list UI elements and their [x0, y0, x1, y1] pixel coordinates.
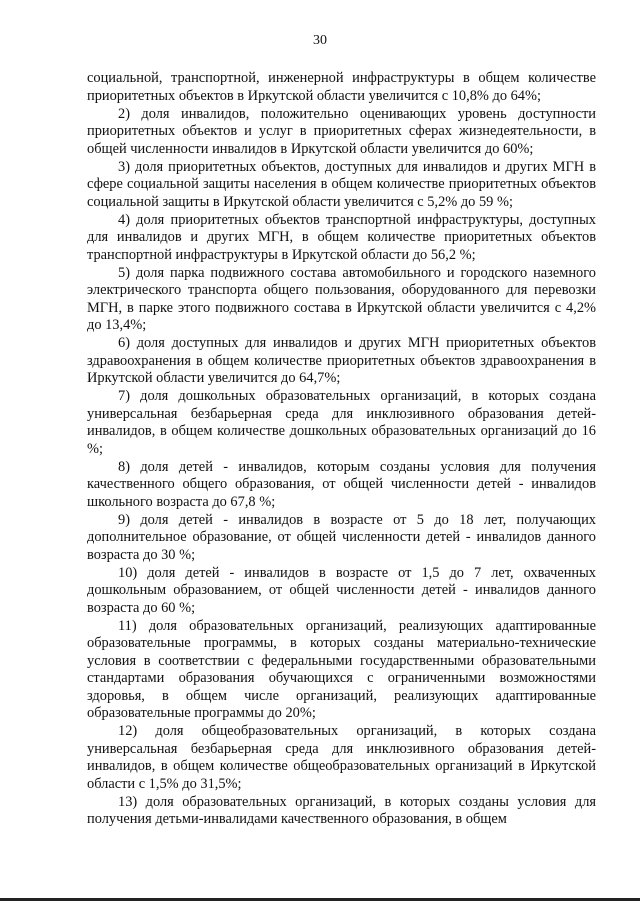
paragraph-item-10: 10) доля детей - инвалидов в возрасте от 1,5 до 7 лет, охваченных дошкольным образованием, от общей численности детей - инвалидов данного возраста до 60 %;	[87, 564, 596, 616]
paragraph-item-7: 7) доля дошкольных образовательных организаций, в которых создана универсальная безбарьерная среда для инклюзивного образования детей-инвалидов, в общем количестве дошкольных образовательных организаций до 16 %;	[87, 388, 596, 457]
document-body	[87, 70, 596, 829]
paragraph-item-6: 6) доля доступных для инвалидов и других МГН приоритетных объектов здравоохранения в общем количестве приоритетных объектов здравоохранения в Иркутской области увеличится до 64,7%;	[87, 335, 596, 386]
page-number: 30	[313, 33, 327, 48]
paragraph-item-12: 12) доля общеобразовательных организаций, в которых создана универсальная безбарьерная среда для инклюзивного образования детей-инвалидов, в общем количестве общеобразовательных организаций в Иркутской области с 1,5% до 31,5%;	[87, 723, 596, 792]
paragraph-item-4: 4) доля приоритетных объектов транспортной инфраструктуры, доступных для инвалидов и других МГН, в общем количестве приоритетных объектов транспортной инфраструктуры в Иркутской области до 56,2 %;	[87, 211, 596, 263]
paragraph-item-3: 3) доля приоритетных объектов, доступных для инвалидов и других МГН в сфере социальной защиты населения в общем количестве приоритетных объектов социальной защиты в Иркутской области увеличится с 5,2% до 59 %;	[87, 158, 596, 210]
paragraph-item-9: 9) доля детей - инвалидов в возрасте от 5 до 18 лет, получающих дополнительное образование, от общей численности детей - инвалидов данного возраста до 30 %;	[87, 511, 596, 563]
paragraph-item-13: 13) доля образовательных организаций, в которых созданы условия для получения детьми-инвалидами качественного образования, в общем	[87, 793, 596, 827]
paragraph-item-11: 11) доля образовательных организаций, реализующих адаптированные образовательные программы, в которых созданы материально-технические условия в соответствии с федеральными государственными образовательными стандартами образования обучающихся с ограниченными возможностями здоровья, в общем числе организаций, реализующих адаптированные образовательные программы до 20%;	[87, 617, 596, 721]
paragraph-item-5: 5) доля парка подвижного состава автомобильного и городского наземного электрического транспорта общего пользования, оборудованного для перевозки МГН, в парке этого подвижного состава в Иркутской области увеличится с 4,2% до 13,4%;	[87, 264, 596, 333]
paragraph-continuation: социальной, транспортной, инженерной инфраструктуры в общем количестве приоритетных объектов в Иркутской области увеличится с 10,8% до 64%;	[87, 70, 596, 104]
paragraph-item-2: 2) доля инвалидов, положительно оценивающих уровень доступности приоритетных объектов и услуг в приоритетных сферах жизнедеятельности, в общей численности инвалидов в Иркутской области увеличится до 60%;	[87, 105, 596, 157]
scan-bottom-edge	[0, 898, 640, 901]
paragraph-item-8: 8) доля детей - инвалидов, которым созданы условия для получения качественного общего образования, от общей численности детей - инвалидов школьного возраста до 67,8 %;	[87, 458, 596, 510]
